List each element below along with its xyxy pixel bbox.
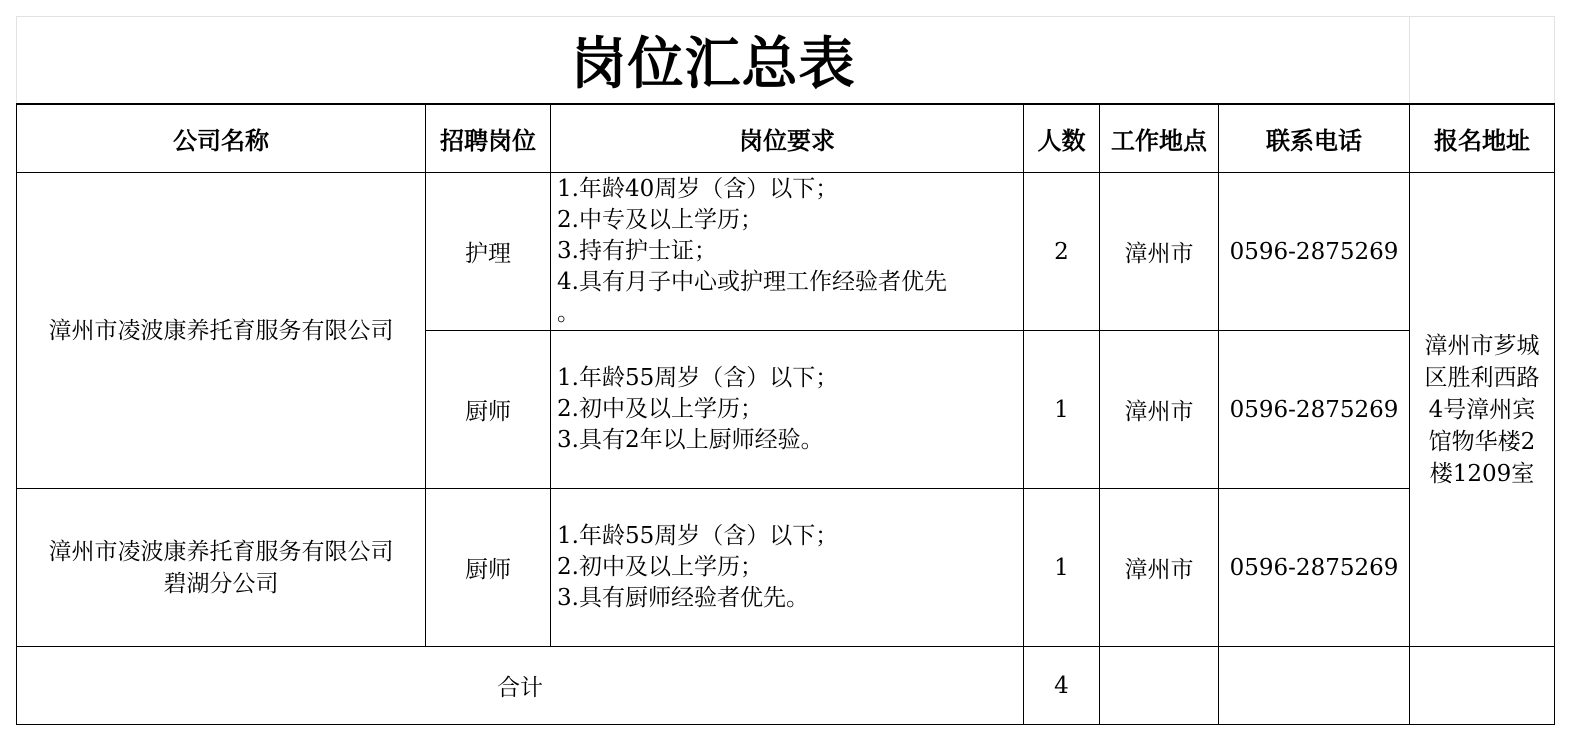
table-row [17,489,1555,647]
empty-cell [1410,647,1555,725]
requirement-line: 3.具有2年以上厨师经验。 [557,427,824,453]
position-cell: 厨师 [426,489,551,647]
company-line: 碧湖分公司 [163,570,279,597]
phone-cell: 0596-2875269 [1219,173,1410,331]
total-count: 4 [1024,647,1100,725]
company-name-main: 漳州市凌波康养托育服务有限公司 [17,173,426,489]
requirement-line: 2.初中及以上学历； [557,396,763,422]
header-location: 工作地点 [1100,104,1219,173]
table-title: 岗位汇总表 [17,17,1410,105]
phone-cell: 0596-2875269 [1219,489,1410,647]
header-company: 公司名称 [17,104,426,173]
requirement-line: 4.具有月子中心或护理工作经验者优先 [557,269,947,295]
position-cell: 护理 [426,173,551,331]
address-line: 区胜利西路 [1424,364,1540,391]
count-cell: 1 [1024,331,1100,489]
requirement-line: 3.持有护士证； [557,238,717,264]
title-empty-cell [1410,17,1555,105]
requirements-cell [551,331,1024,489]
address-line: 4号漳州宾 [1428,396,1536,423]
address-cell [1410,173,1555,647]
requirement-line: 2.初中及以上学历； [557,554,763,580]
requirement-line: 1.年龄40周岁（含）以下； [557,176,839,202]
phone-cell: 0596-2875269 [1219,331,1410,489]
total-label: 合计 [17,647,1024,725]
requirement-line: 3.具有厨师经验者优先。 [557,585,809,611]
title-row [17,17,1555,105]
address-line: 楼1209室 [1429,460,1535,487]
company-name-branch [17,489,426,647]
requirements-cell [551,489,1024,647]
header-row [17,104,1555,173]
header-position: 招聘岗位 [426,104,551,173]
count-cell: 2 [1024,173,1100,331]
count-cell: 1 [1024,489,1100,647]
table-row [17,173,1555,331]
total-row [17,647,1555,725]
requirements-cell [551,173,1024,331]
requirement-line: 2.中专及以上学历； [557,207,763,233]
address-line: 馆物华楼2 [1428,428,1536,455]
location-cell: 漳州市 [1100,489,1219,647]
address-line: 漳州市芗城 [1424,332,1540,359]
location-cell: 漳州市 [1100,173,1219,331]
header-requirements: 岗位要求 [551,104,1024,173]
empty-cell [1100,647,1219,725]
header-address: 报名地址 [1410,104,1555,173]
position-cell: 厨师 [426,331,551,489]
header-count: 人数 [1024,104,1100,173]
header-phone: 联系电话 [1219,104,1410,173]
company-line: 漳州市凌波康养托育服务有限公司 [48,538,394,565]
empty-cell [1219,647,1410,725]
job-summary-table [16,16,1555,725]
requirement-line: 1.年龄55周岁（含）以下； [557,523,839,549]
requirement-line: 。 [557,300,580,326]
location-cell: 漳州市 [1100,331,1219,489]
requirement-line: 1.年龄55周岁（含）以下； [557,365,839,391]
